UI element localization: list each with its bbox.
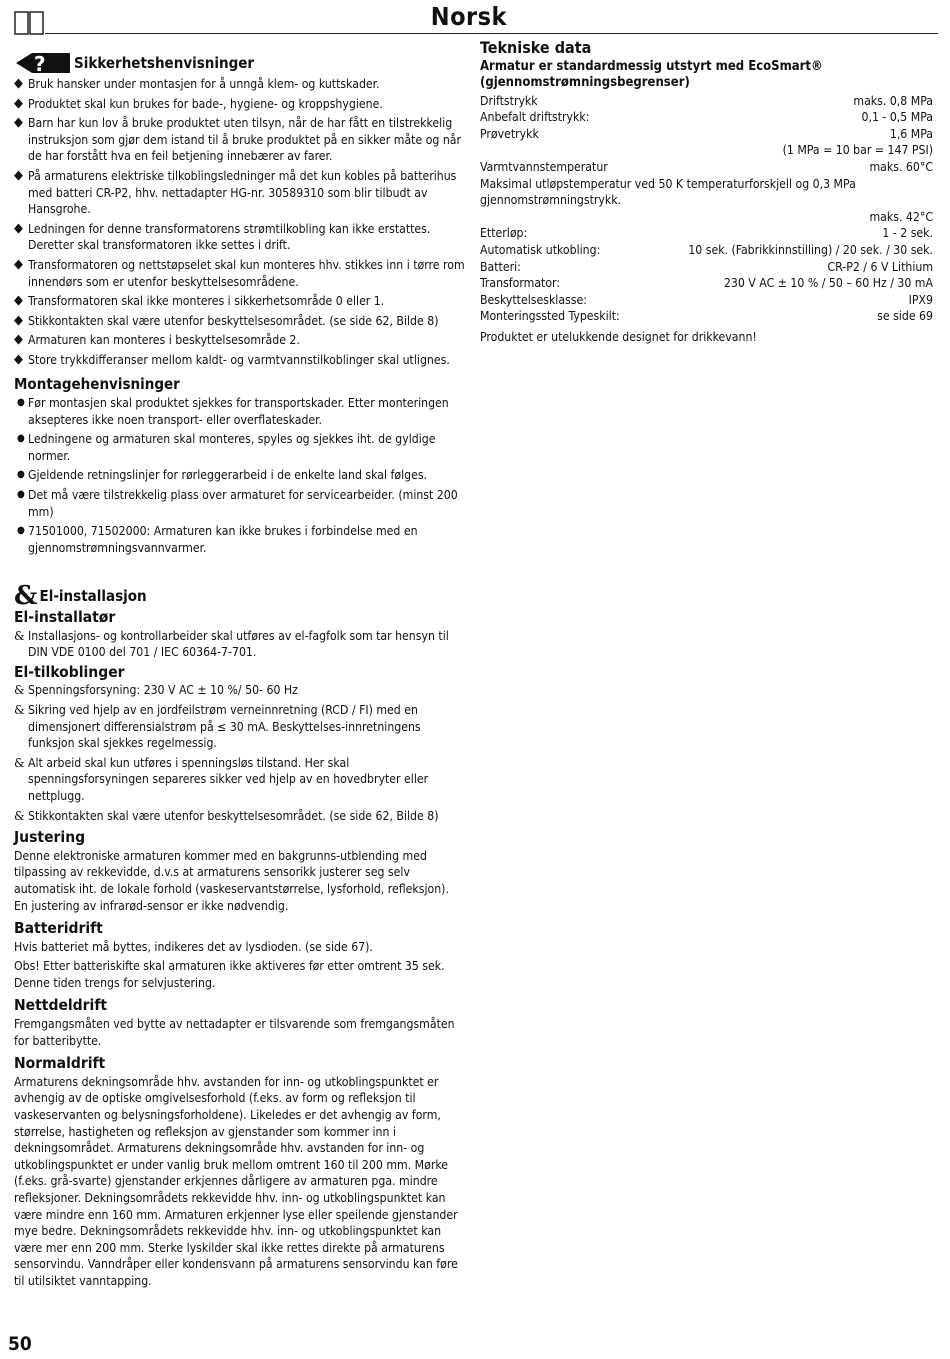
warning-bullet-icon: ◆ — [14, 293, 23, 309]
safety-heading — [14, 52, 466, 74]
safety-item-text: Ledningen for denne transformatorens strømtilkobling kan ikke erstattes. Deretter skal transformatoren ikke settes i drift. — [28, 221, 431, 253]
connection-item — [14, 755, 466, 805]
battery-text-2: Obs! Etter batteriskifte skal armaturen ikke aktiveres før etter omtrent 35 sek. Denne tiden trengs for selvjustering. — [14, 959, 445, 990]
spec-row — [480, 159, 933, 176]
safety-item — [14, 96, 466, 113]
spec-value: se side 69 — [877, 309, 933, 324]
spec-row — [480, 242, 933, 259]
spec-value: (1 MPa = 10 bar = 147 PSI) — [782, 143, 933, 158]
warning-bullet-icon: ◆ — [14, 167, 23, 183]
mounting-item — [14, 395, 466, 428]
connection-item-text: Alt arbeid skal kun utføres i spenningsløs tilstand. Her skal spenningsforsyningen separeres sikker ved hjelp av en hovedbryter eller nettplugg. — [28, 755, 429, 803]
left-column — [14, 52, 466, 555]
ampersand-bullet-icon: & — [14, 683, 25, 698]
safety-item — [14, 293, 466, 310]
safety-item-text: Store trykkdifferanser mellom kaldt- og varmtvannstilkoblinger skal utlignes. — [28, 352, 450, 367]
ampersand-bullet-icon: & — [14, 702, 25, 717]
max-temp-row — [480, 209, 933, 226]
electrical-title: El-installasjon — [39, 586, 147, 605]
battery-title: Batteridrift — [14, 919, 103, 938]
spec-row — [480, 142, 933, 159]
safety-item — [14, 221, 466, 254]
spec-label: Beskyttelsesklasse: — [480, 292, 587, 307]
safety-title: Sikkerhetshenvisninger — [74, 53, 255, 72]
installer-item-text: Installasjons- og kontrollarbeider skal utføres av el-fagfolk som tar hensyn til DIN VDE 0100 del 701 / IEC 60364-7-701. — [28, 628, 449, 660]
spec-row — [480, 292, 933, 309]
safety-item-text: Transformatoren og nettstøpselet skal kun monteres hhv. stikkes inn i tørre rom innendørs som er utenfor beskyttelsesområdene. — [28, 257, 465, 289]
ampersand-bullet-icon: & — [14, 755, 25, 770]
safety-item — [14, 115, 466, 165]
safety-item-text: Stikkontakten skal være utenfor beskyttelsesområdet. (se side 62, Bilde 8) — [28, 313, 439, 328]
spec-value: 230 V AC ± 10 % / 50 – 60 Hz / 30 mA — [723, 276, 933, 291]
connection-item — [14, 682, 466, 699]
spec-row — [480, 275, 933, 292]
spec-value: 1 - 2 sek. — [882, 226, 933, 241]
warning-bullet-icon: ◆ — [14, 312, 23, 328]
bullet-dot-icon: ● — [17, 469, 25, 481]
bullet-dot-icon: ● — [17, 525, 25, 537]
language-title: Norsk — [430, 2, 507, 31]
safety-list — [14, 76, 466, 369]
header-divider — [45, 33, 938, 34]
spec-label: Prøvetrykk — [480, 126, 539, 141]
safety-item — [14, 313, 466, 330]
spec-row — [480, 109, 933, 126]
tech-data-column — [480, 40, 933, 346]
mounting-item-text: Gjeldende retningslinjer for rørleggerarbeid i de enkelte land skal følges. — [28, 468, 428, 483]
mounting-item-text: Før montasjen skal produktet sjekkes for transportskader. Etter monteringen aksepteres ikke noen transport- eller overflateskader. — [28, 396, 449, 427]
spec-value: 1,6 MPa — [889, 126, 933, 141]
connections-list — [14, 682, 466, 824]
ampersand-bullet-icon: & — [14, 808, 25, 823]
warning-bullet-icon: ◆ — [14, 256, 23, 272]
installer-item — [14, 628, 466, 661]
spec-value: maks. 0,8 MPa — [853, 93, 933, 108]
max-temp-label: Maksimal utløpstemperatur ved 50 K temperaturforskjell og 0,3 MPa gjennomstrømningstrykk. — [480, 176, 856, 208]
spec-label: Varmtvannstemperatur — [480, 159, 608, 174]
page-number: 50 — [8, 1333, 32, 1355]
safety-item — [14, 257, 466, 290]
mounting-item-text: Ledningene og armaturen skal monteres, spyles og sjekkes iht. de gyldige normer. — [28, 432, 436, 463]
mounting-item-text: 71501000, 71502000: Armaturen kan ikke brukes i forbindelse med en gjennomstrømningsvannvarmer. — [28, 524, 418, 555]
mounting-item — [14, 523, 466, 556]
svg-text:?: ? — [34, 52, 46, 76]
connection-item — [14, 808, 466, 825]
ampersand-icon: & — [14, 581, 38, 611]
safety-item-text: Barn har kun lov å bruke produktet uten tilsyn, når de har fått en tilstrekkelig instruksjon som gjør dem istand til å bruke produktet på en sikker måte og når de har forstått hva en feil betjening innebærer av farer. — [28, 116, 462, 164]
safety-item-text: Produktet skal kun brukes for bade-, hygiene- og kroppshygiene. — [28, 96, 383, 111]
book-icon — [14, 11, 44, 35]
normal-title: Normaldrift — [14, 1054, 106, 1073]
bullet-dot-icon: ● — [17, 433, 25, 445]
spec-row — [480, 225, 933, 242]
mains-title: Nettdeldrift — [14, 996, 108, 1015]
safety-item — [14, 352, 466, 369]
spec-label: Etterløp: — [480, 226, 528, 241]
warning-bullet-icon: ◆ — [14, 351, 23, 367]
spec-value: IPX9 — [908, 292, 933, 307]
tech-note: Produktet er utelukkende designet for drikkevann! — [480, 329, 757, 344]
spec-table-2 — [480, 225, 933, 325]
warning-bullet-icon: ◆ — [14, 95, 23, 111]
warning-bullet-icon: ◆ — [14, 332, 23, 348]
spec-label: Batteri: — [480, 259, 521, 274]
tech-title: Tekniske data — [480, 38, 592, 57]
spec-label: Anbefalt driftstrykk: — [480, 110, 590, 125]
mounting-item — [14, 431, 466, 464]
warning-question-icon — [14, 52, 72, 74]
adjust-text: Denne elektroniske armaturen kommer med en bakgrunns-utblending med tilpassing av rekkevidde, d.v.s at armaturens sensorikk justerer seg selv automatisk iht. de lokale forhold (vaskeservantstørrelse, lysforhold, refleksjon). En justering av infrarød-sensor er ikke nødvendig. — [14, 848, 449, 913]
battery-text-1: Hvis batteriet må byttes, indikeres det av lysdioden. (se side 67). — [14, 939, 373, 954]
warning-bullet-icon: ◆ — [14, 220, 23, 236]
tech-subtitle: Armatur er standardmessig utstyrt med EcoSmart® (gjennomstrømningsbegrenser) — [480, 58, 823, 90]
connection-item-text: Spenningsforsyning: 230 V AC ± 10 %/ 50- 60 Hz — [28, 683, 298, 698]
connection-item-text: Sikring ved hjelp av en jordfeilstrøm verneinnretning (RCD / FI) med en dimensjonert differensialstrøm på ≤ 30 mA. Beskyttelses-innretningens funksjon skal sjekkes regelmessig. — [28, 702, 421, 751]
safety-item-text: Armaturen kan monteres i beskyttelsesområde 2. — [28, 333, 300, 348]
spec-value: 0,1 - 0,5 MPa — [861, 110, 933, 125]
spec-table-1 — [480, 93, 933, 176]
electrical-section — [14, 581, 466, 1293]
safety-item — [14, 76, 466, 93]
mounting-item — [14, 467, 466, 484]
electrical-heading — [14, 581, 466, 611]
spec-label: Monteringssted Typeskilt: — [480, 309, 620, 324]
mounting-item — [14, 487, 466, 520]
adjust-title: Justering — [14, 828, 86, 847]
bullet-dot-icon: ● — [17, 397, 25, 409]
connection-item — [14, 702, 466, 752]
spec-label: Driftstrykk — [480, 93, 538, 108]
mounting-list-wrap — [14, 395, 466, 555]
ampersand-bullet-icon: & — [14, 628, 25, 643]
bullet-dot-icon: ● — [17, 489, 25, 501]
installer-title: El-installatør — [14, 608, 116, 626]
safety-item-text: På armaturens elektriske tilkoblingsledninger må det kun kobles på batterihus med batteri CR-P2, hhv. nettadapter HG-nr. 30589310 som blir tilbudt av Hansgrohe. — [28, 168, 457, 217]
spec-value: CR-P2 / 6 V Lithium — [827, 259, 933, 274]
mounting-title: Montagehenvisninger — [14, 374, 180, 393]
spec-value: 10 sek. (Fabrikkinnstilling) / 20 sek. / 30 sek. — [688, 242, 933, 257]
spec-label: Transformator: — [480, 276, 561, 291]
spec-row — [480, 308, 933, 325]
connections-title: El-tilkoblinger — [14, 662, 125, 681]
mounting-item-text: Det må være tilstrekkelig plass over armaturet for servicearbeider. (minst 200 mm) — [28, 488, 458, 519]
installer-list — [14, 628, 466, 661]
spec-row — [480, 93, 933, 110]
spec-label: Automatisk utkobling: — [480, 242, 601, 257]
mains-text: Fremgangsmåten ved bytte av nettadapter er tilsvarende som fremgangsmåten for batteribytte. — [14, 1017, 455, 1048]
spec-row — [480, 259, 933, 276]
warning-bullet-icon: ◆ — [14, 76, 23, 91]
warning-bullet-icon: ◆ — [14, 115, 23, 131]
safety-item-text: Bruk hansker under montasjen for å unngå klem- og kuttskader. — [28, 77, 380, 91]
spec-row — [480, 126, 933, 143]
max-temp-value: maks. 42°C — [869, 209, 933, 224]
connection-item-text: Stikkontakten skal være utenfor beskyttelsesområdet. (se side 62, Bilde 8) — [28, 808, 439, 823]
safety-item — [14, 168, 466, 218]
safety-item-text: Transformatoren skal ikke monteres i sikkerhetsområde 0 eller 1. — [28, 294, 385, 309]
spec-value: maks. 60°C — [869, 159, 933, 174]
mounting-list — [14, 395, 466, 556]
normal-text: Armaturens dekningsområde hhv. avstanden for inn- og utkoblingspunktet er avhengig av de optiske omgivelsesforhold (f.eks. av form og refleksjon til vaskeservanten og belysningsforholdene). Likeledes er det avhengig av form, størrelse, hastigheten og refleksjon av gjenstander som kommer inn i dekningsområdet. Armaturens dekningsområde hhv. avstanden for inn- og utkoblingspunktet er under vanlig bruk mellom omtrent 160 til 200 mm. Mørke (f.eks. grå-svarte) gjenstander erkjennes dårligere av armaturen pga. mindre refleksjoner. Dekningsområdets rekkevidde hhv. inn- og utkoblingspunktet kan være mindre enn 160 mm. Armaturen erkjenner lyse eller speilende gjenstander mye bedre. Dekningsområdets rekkevidde hhv. inn- og utkoblingspunktet kan være mer enn 200 mm. Sterke lyskilder skal ikke rettes direkte på armaturens sensorvindu. Vanndråper eller kondensvann på armaturens sensorvindu kan føre til utilsiktet vanntapping. — [14, 1074, 458, 1288]
safety-item — [14, 332, 466, 349]
